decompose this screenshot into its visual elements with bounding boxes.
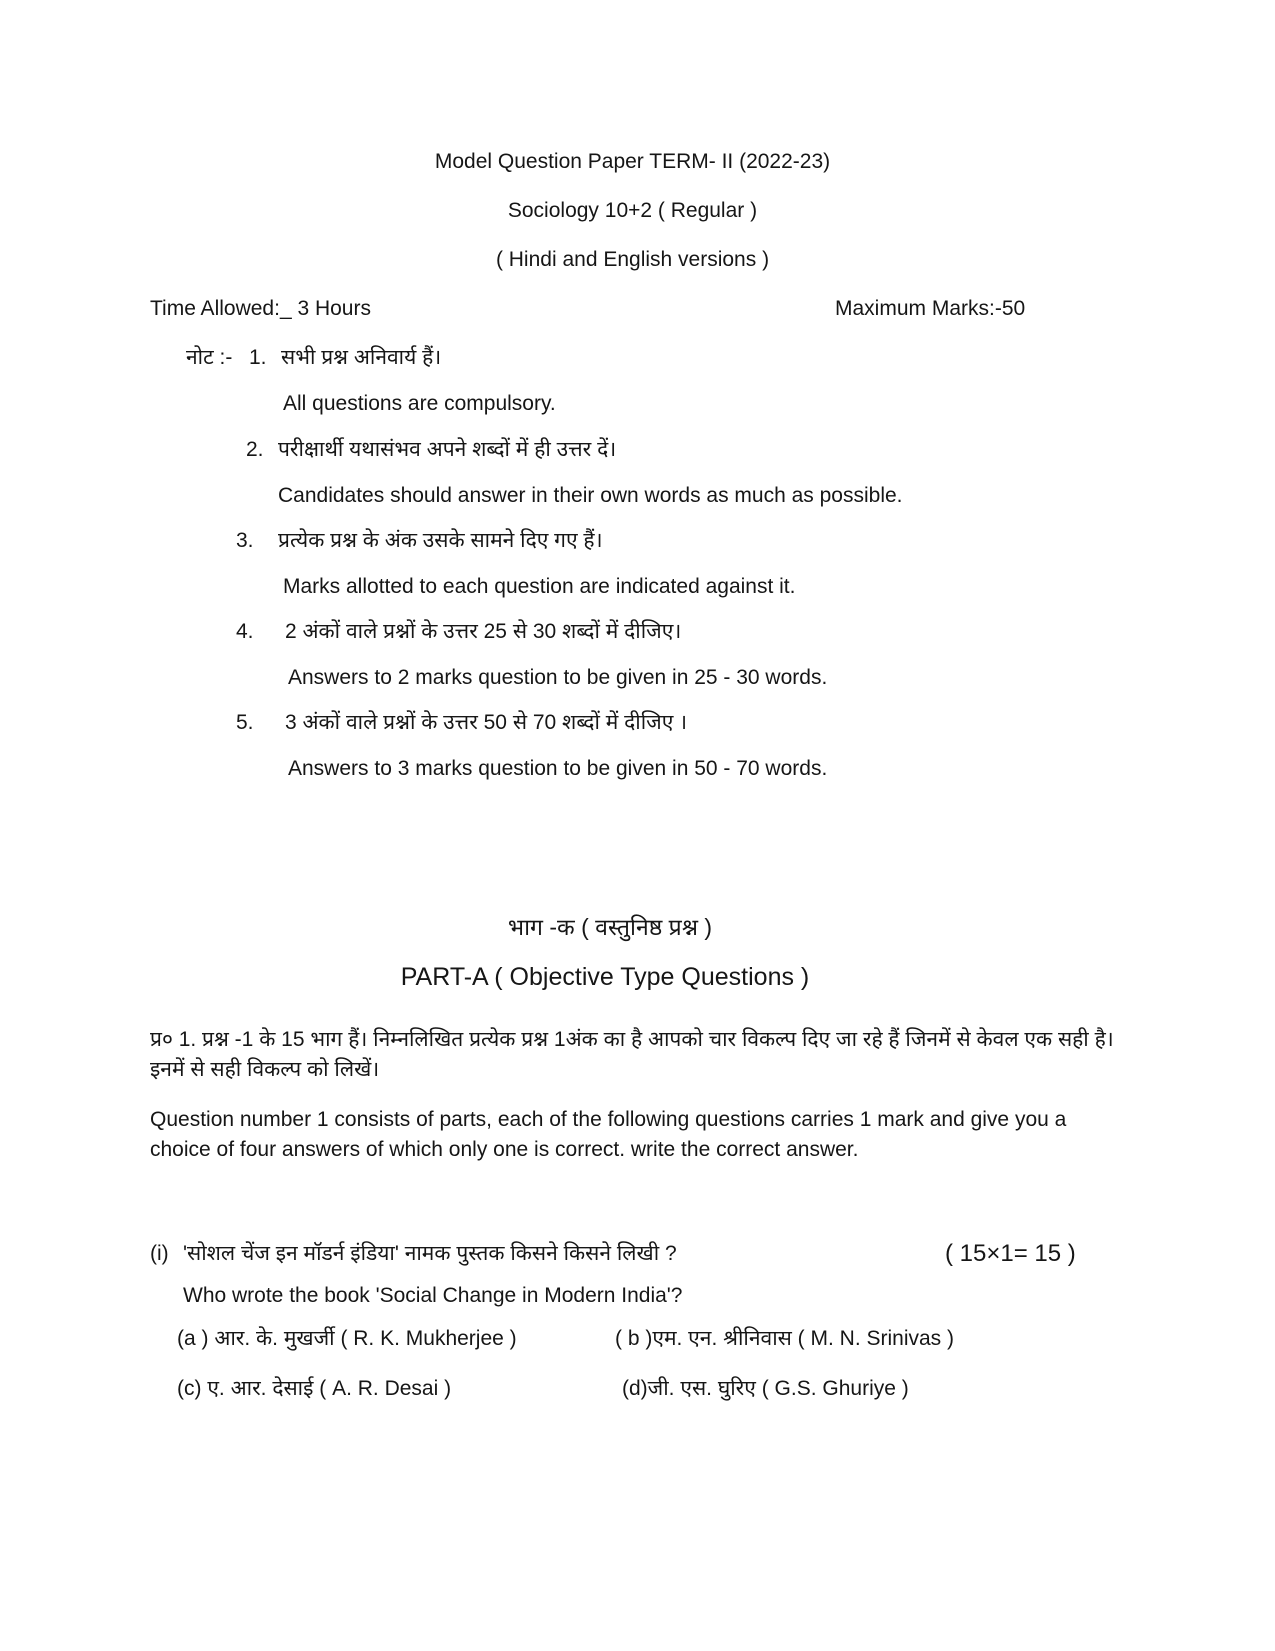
- question-marks: ( 15×1= 15 ): [945, 1240, 1076, 1267]
- paper-title: Model Question Paper TERM- II (2022-23): [434, 150, 831, 173]
- note-english: Marks allotted to each question are indicated against it.: [283, 575, 796, 598]
- maximum-marks: Maximum Marks:-50: [835, 297, 1026, 320]
- note-hindi: सभी प्रश्न अनिवार्य हैं।: [281, 346, 442, 369]
- question-english: Who wrote the book 'Social Change in Modern India'?: [183, 1284, 683, 1307]
- note-label: नोट :-: [186, 346, 233, 369]
- option-a: (a ) आर. के. मुखर्जी ( R. K. Mukherjee ): [177, 1327, 517, 1350]
- note-number: 3.: [236, 529, 254, 552]
- note-hindi: परीक्षार्थी यथासंभव अपने शब्दों में ही उत्तर दें।: [278, 438, 617, 461]
- paper-versions: ( Hindi and English versions ): [495, 248, 770, 271]
- note-english: All questions are compulsory.: [283, 392, 556, 415]
- option-d: (d)जी. एस. घुरिए ( G.S. Ghuriye ): [622, 1377, 909, 1400]
- paper-subject: Sociology 10+2 ( Regular ): [507, 199, 758, 222]
- option-b: ( b )एम. एन. श्रीनिवास ( M. N. Srinivas ): [615, 1327, 954, 1350]
- question-hindi: 'सोशल चेंज इन मॉडर्न इंडिया' नामक पुस्तक किसने किसने लिखी ?: [183, 1242, 677, 1265]
- note-number: 1.: [249, 346, 267, 369]
- note-number: 4.: [236, 620, 254, 643]
- note-english: Candidates should answer in their own words as much as possible.: [278, 484, 903, 507]
- part-a-heading-hindi: भाग -क ( वस्तुनिष्ठ प्रश्न ): [507, 914, 713, 940]
- note-hindi: 2 अंकों वाले प्रश्नों के उत्तर 25 से 30 शब्दों में दीजिए।: [285, 620, 682, 643]
- instruction-hindi: प्र० 1. प्रश्न -1 के 15 भाग हैं। निम्नलिखित प्रत्येक प्रश्न 1अंक का है आपको चार विकल्प दिए जा रहे हैं जिनमें से केवल एक सही है। इनमें से सही विकल्प को लिखें।: [150, 1028, 1114, 1081]
- time-allowed: Time Allowed:_ 3 Hours: [150, 297, 371, 320]
- note-hindi: प्रत्येक प्रश्न के अंक उसके सामने दिए गए हैं।: [278, 529, 603, 552]
- note-hindi: 3 अंकों वाले प्रश्नों के उत्तर 50 से 70 शब्दों में दीजिए ।: [285, 711, 688, 734]
- note-english: Answers to 2 marks question to be given in 25 - 30 words.: [288, 666, 828, 689]
- note-number: 5.: [236, 711, 254, 734]
- note-number: 2.: [246, 438, 264, 461]
- note-english: Answers to 3 marks question to be given in 50 - 70 words.: [288, 757, 828, 780]
- part-a-heading-english: PART-A ( Objective Type Questions ): [400, 963, 810, 991]
- instruction-english: Question number 1 consists of parts, each of the following questions carries 1 mark and give you a choice of four answers of which only one is correct. write the correct answer.: [150, 1108, 1067, 1161]
- question-number: (i): [150, 1242, 169, 1265]
- option-c: (c) ए. आर. देसाई ( A. R. Desai ): [177, 1377, 452, 1400]
